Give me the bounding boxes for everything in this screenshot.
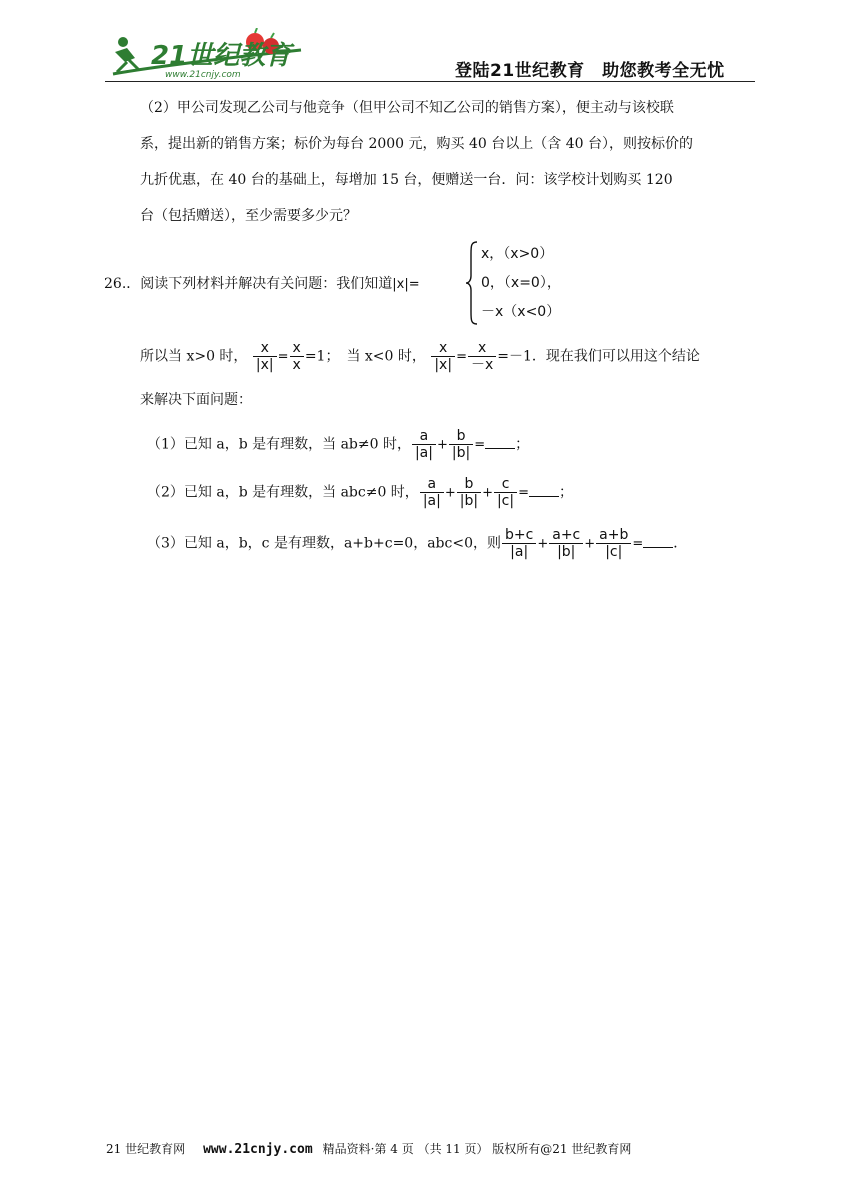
abs-x-label: |x|=: [392, 277, 420, 292]
footer-left: 21 世纪教育网: [106, 1142, 186, 1156]
footer-right: 精品资料·第 4 页 （共 11 页） 版权所有@21 世纪教育网: [322, 1142, 632, 1156]
plus-sign: +: [584, 536, 596, 552]
sub1-text: （1）已知 a，b 是有理数，当 ab≠0 时，: [147, 436, 411, 453]
sub1-end: ；: [515, 436, 530, 453]
piecewise-case-2: 0，（x=0），: [481, 275, 561, 291]
answer-blank-1: [485, 436, 515, 449]
fraction-numerator: x: [290, 340, 304, 357]
sub3-text: （3）已知 a，b，c 是有理数，a+b+c=0，abc<0，则: [147, 535, 501, 552]
fraction-denominator: |b|: [451, 445, 471, 461]
q26-sub-1: [147, 428, 529, 461]
logo-url: www.21cnjy.com: [165, 70, 241, 80]
plus-sign: +: [537, 536, 549, 552]
fraction-denominator: |c|: [496, 493, 515, 509]
fraction-ab-over-abs-c: [596, 527, 631, 560]
fraction-a-over-abs-a: [412, 428, 436, 461]
piecewise-case-1: x，（x>0）: [481, 246, 554, 262]
plus-sign: +: [444, 485, 456, 501]
plus-sign: +: [482, 485, 493, 501]
q26-line-2: [140, 340, 700, 373]
fraction-denominator: |x|: [434, 357, 453, 373]
answer-blank-2: [529, 484, 559, 497]
fraction-denominator: x: [292, 357, 301, 373]
fraction-numerator: a+c: [549, 527, 583, 544]
piecewise-case-3: －x（x<0）: [481, 304, 561, 320]
fraction-numerator: a: [420, 476, 444, 493]
q26-line-3: 来解决下面问题：: [140, 392, 252, 408]
q26-line2-a: 所以当 x>0 时，: [140, 348, 248, 365]
fraction-denominator: |a|: [422, 493, 441, 509]
fraction-denominator: |b|: [557, 544, 576, 560]
fraction-numerator: b: [449, 428, 473, 445]
fraction-bc-over-abs-a: [502, 527, 536, 560]
page-footer: [106, 1140, 631, 1157]
fraction-denominator: |a|: [414, 445, 433, 461]
fraction-x-over-abs-x-2: [431, 340, 455, 373]
header-divider: [105, 81, 755, 82]
q26-line2-c: =－1．现在我们可以用这个结论: [497, 348, 700, 365]
footer-site-link[interactable]: www.21cnjy.com: [203, 1142, 313, 1157]
piecewise-brace: [465, 240, 479, 326]
fraction-b-over-abs-b: [449, 428, 473, 461]
site-logo: [105, 28, 305, 82]
fraction-denominator: |a|: [510, 544, 529, 560]
fraction-numerator: a+b: [596, 527, 631, 544]
fraction-b-over-abs-b: [457, 476, 481, 509]
sub2-text: （2）已知 a，b 是有理数，当 abc≠0 时，: [147, 484, 419, 501]
fraction-numerator: b: [457, 476, 481, 493]
fraction-x-over-abs-x: [253, 340, 277, 373]
q25-line-1: （2）甲公司发现乙公司与他竞争（但甲公司不知乙公司的销售方案），便主动与该校联: [140, 100, 674, 116]
fraction-x-over-neg-x: [468, 340, 496, 373]
fraction-ac-over-abs-b: [549, 527, 583, 560]
logo-text: 21世纪教育: [151, 41, 292, 71]
equals-sign: =: [277, 349, 289, 365]
fraction-c-over-abs-c: [494, 476, 517, 509]
fraction-numerator: a: [412, 428, 436, 445]
q25-line-2: 系，提出新的销售方案；标价为每台 2000 元，购买 40 台以上（含 40 台），则按标价的: [140, 136, 693, 152]
fraction-x-over-x: [290, 340, 304, 373]
equals-sign: =: [632, 536, 644, 552]
q26-line2-b: =1； 当 x<0 时，: [304, 348, 426, 365]
equals-sign: =: [518, 485, 530, 501]
fraction-denominator: |c|: [605, 544, 623, 560]
fraction-a-over-abs-a: [420, 476, 444, 509]
sub3-end: ．: [673, 535, 688, 552]
q26-sub-2: [147, 476, 573, 509]
fraction-numerator: x: [431, 340, 455, 357]
fraction-denominator: |x|: [255, 357, 274, 373]
fraction-numerator: b+c: [502, 527, 536, 544]
fraction-denominator: |b|: [459, 493, 479, 509]
q25-line-4: 台（包括赠送），至少需要多少元？: [140, 208, 357, 224]
plus-sign: +: [436, 437, 448, 453]
q26-intro: [104, 275, 420, 294]
fraction-numerator: x: [468, 340, 496, 357]
equals-sign: =: [456, 349, 467, 365]
fraction-denominator: －x: [470, 357, 494, 373]
q26-sub-3: [147, 527, 687, 560]
fraction-numerator: c: [494, 476, 517, 493]
sub2-end: ；: [559, 484, 574, 501]
equals-sign: =: [474, 437, 486, 453]
q26-intro-text: 26.．阅读下列材料并解决有关问题：我们知道: [104, 276, 393, 292]
fraction-numerator: x: [253, 340, 277, 357]
q25-line-3: 九折优惠，在 40 台的基础上，每增加 15 台，便赠送一台．问：该学校计划购买 120: [140, 172, 673, 188]
answer-blank-3: [643, 535, 673, 548]
header-slogan: 登陆21世纪教育 助您教考全无忧: [455, 61, 725, 81]
